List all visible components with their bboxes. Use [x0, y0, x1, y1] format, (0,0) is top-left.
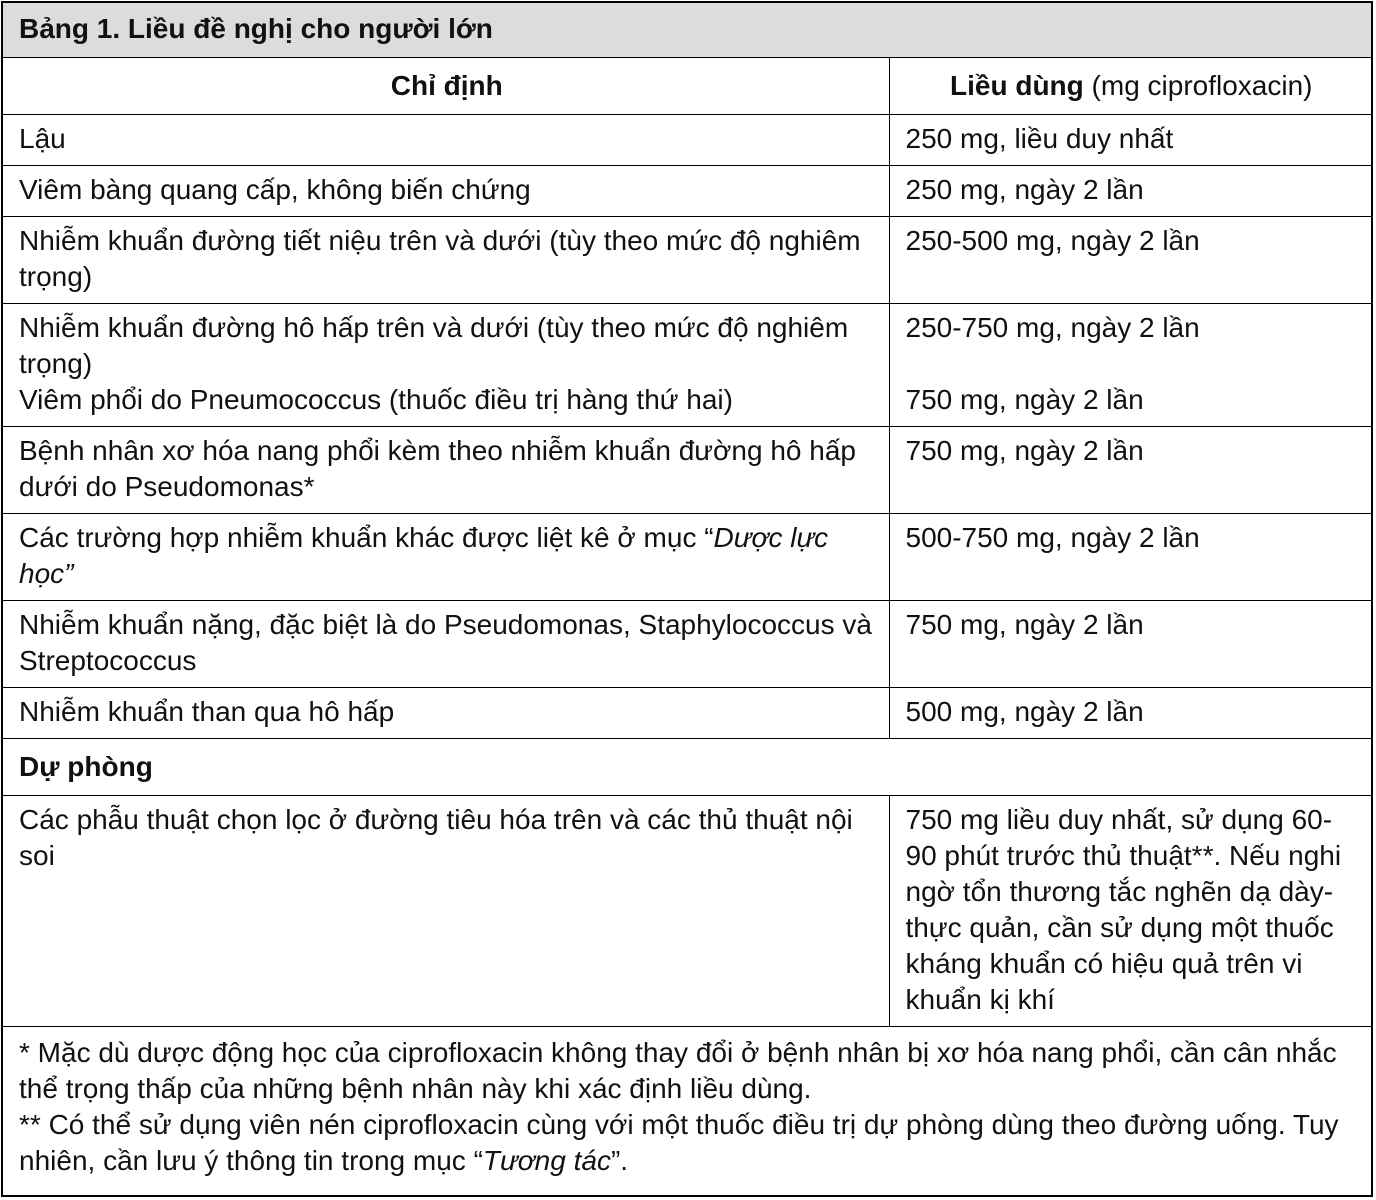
- indication-cell: Bệnh nhân xơ hóa nang phổi kèm theo nhiễm khuẩn đường hô hấp dưới do Pseudomonas*: [3, 427, 889, 514]
- table-row: [3, 166, 1371, 217]
- table-header-row: [3, 58, 1371, 115]
- indication-cell: Nhiễm khuẩn nặng, đặc biệt là do Pseudomonas, Staphylococcus và Streptococcus: [3, 601, 889, 688]
- header-indication: [3, 58, 889, 115]
- indication-text: Nhiễm khuẩn đường hô hấp trên và dưới (tùy theo mức độ nghiêm trọng): [19, 312, 849, 379]
- table-row: [3, 304, 1371, 427]
- dose-text-secondary: 750 mg, ngày 2 lần: [905, 384, 1144, 415]
- dose-text: 250-750 mg, ngày 2 lần: [905, 312, 1200, 343]
- pharmacodynamics-reference: Dược lực học”: [19, 522, 829, 589]
- table-title-row: [3, 3, 1371, 58]
- indication-cell: [3, 514, 889, 601]
- dose-cell: [889, 304, 1371, 427]
- indication-cell: [3, 304, 889, 427]
- indication-text: Các trường hợp nhiễm khuẩn khác được liệt kê ở mục “: [19, 522, 714, 553]
- section-prophylaxis: Dự phòng: [3, 739, 1371, 796]
- table-title: Bảng 1. Liều đề nghị cho người lớn: [3, 3, 1371, 58]
- table-row: [3, 601, 1371, 688]
- table-row: [3, 514, 1371, 601]
- table-row: [3, 427, 1371, 514]
- footnotes-row: [3, 1027, 1371, 1188]
- indication-cell: Các phẫu thuật chọn lọc ở đường tiêu hóa trên và các thủ thuật nội soi: [3, 796, 889, 1027]
- header-indication-label: Chỉ định: [390, 70, 503, 101]
- dose-cell: 750 mg, ngày 2 lần: [889, 601, 1371, 688]
- dose-cell: 500-750 mg, ngày 2 lần: [889, 514, 1371, 601]
- header-dose-label: Liều dùng: [950, 70, 1084, 101]
- indication-cell: Nhiễm khuẩn than qua hô hấp: [3, 688, 889, 739]
- dosage-table-document: [1, 1, 1373, 1197]
- dose-spacer: [906, 346, 1358, 382]
- section-row: [3, 739, 1371, 796]
- table-row: [3, 115, 1371, 166]
- table-row: [3, 217, 1371, 304]
- dose-cell: 750 mg, ngày 2 lần: [889, 427, 1371, 514]
- table-row: [3, 688, 1371, 739]
- footnote-2-text: ** Có thể sử dụng viên nén ciprofloxacin cùng với một thuốc điều trị dự phòng dùng theo đường uống. Tuy nhiên, cần lưu ý thông tin trong mục “: [19, 1109, 1339, 1176]
- footnote-1: * Mặc dù dược động học của ciprofloxacin không thay đổi ở bệnh nhân bị xơ hóa nang phổi, cần cân nhắc thể trọng thấp của những bệnh nhân này khi xác định liều dùng.: [19, 1037, 1337, 1104]
- header-dose: [889, 58, 1371, 115]
- interactions-reference: Tương tác: [482, 1145, 611, 1176]
- indication-text-secondary: Viêm phổi do Pneumococcus (thuốc điều trị hàng thứ hai): [19, 384, 733, 415]
- table-row: [3, 796, 1371, 1027]
- dose-cell: 250-500 mg, ngày 2 lần: [889, 217, 1371, 304]
- dose-cell: 250 mg, ngày 2 lần: [889, 166, 1371, 217]
- footnotes-cell: [3, 1027, 1371, 1188]
- footnote-2: [19, 1107, 1355, 1179]
- dosage-table: [3, 3, 1371, 1187]
- footnote-2-end: ”.: [610, 1145, 629, 1176]
- dose-cell: 500 mg, ngày 2 lần: [889, 688, 1371, 739]
- dose-cell: 750 mg liều duy nhất, sử dụng 60-90 phút trước thủ thuật**. Nếu nghi ngờ tổn thương tắc nghẽn dạ dày-thực quản, cần sử dụng một thuốc kháng khuẩn có hiệu quả trên vi khuẩn kị khí: [889, 796, 1371, 1027]
- indication-cell: Nhiễm khuẩn đường tiết niệu trên và dưới (tùy theo mức độ nghiêm trọng): [3, 217, 889, 304]
- dose-cell: 250 mg, liều duy nhất: [889, 115, 1371, 166]
- indication-cell: Viêm bàng quang cấp, không biến chứng: [3, 166, 889, 217]
- header-dose-unit: (mg ciprofloxacin): [1083, 70, 1313, 101]
- indication-cell: Lậu: [3, 115, 889, 166]
